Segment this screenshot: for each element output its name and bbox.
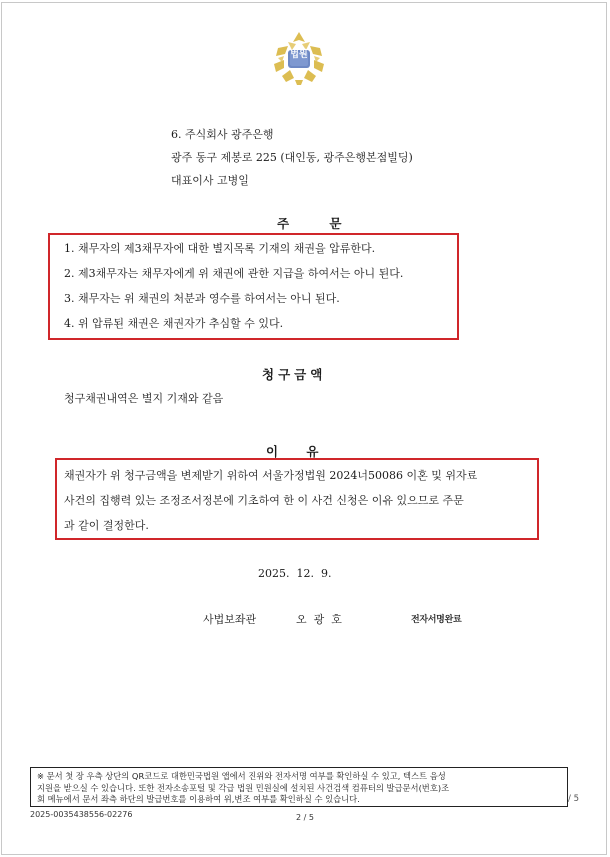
order-item-1: 1. 채무자의 제3채무자에 대한 별지목록 기재의 채권을 압류한다. <box>64 242 376 255</box>
order-list <box>64 241 403 341</box>
order-item-3: 3. 채무자는 위 채권의 처분과 영수를 하여서는 아니 된다. <box>64 292 340 305</box>
order-item-4: 4. 위 압류된 채권은 채권자가 추심할 수 있다. <box>64 317 284 330</box>
reason-line-2: 사건의 집행력 있는 조정조서정본에 기초하여 한 이 사건 신청은 이유 있으므로 주문 <box>64 494 464 507</box>
claim-title: 청구금액 <box>262 367 327 382</box>
order-item-2: 2. 제3채무자는 채무자에게 위 채권에 관한 지급을 하여서는 아니 된다. <box>64 267 404 280</box>
reason-line-3: 과 같이 결정한다. <box>64 519 149 532</box>
signer-role: 사법보좌관 <box>203 613 257 626</box>
page-number: 2 / 5 <box>296 813 314 822</box>
notice-line-1: ※ 문서 첫 장 우측 상단의 QR코드로 대한민국법원 앱에서 진위와 전자서명 여부를 확인하실 수 있고, 텍스트 음성 <box>37 771 446 781</box>
emblem-text: 법원 <box>290 50 308 60</box>
reason-line-1: 채권자가 위 청구금액을 변제받기 위하여 서울가정법원 2024너50086 이혼 및 위자료 <box>64 469 478 482</box>
recipient-name: 6. 주식회사 광주은행 <box>171 128 274 141</box>
electronic-signature-seal: 전자서명완료 <box>411 615 462 625</box>
decision-date: 2025. 12. 9. <box>258 567 332 580</box>
page-marker: / 5 <box>568 794 579 804</box>
verification-notice <box>30 767 568 807</box>
recipient-representative: 대표이사 고병일 <box>171 174 249 187</box>
order-title: 주 문 <box>277 216 360 231</box>
notice-line-3: 회 메뉴에서 문서 좌측 하단의 발급번호를 이용하여 위,변조 여부를 확인하실 수 있습니다. <box>37 794 360 804</box>
claim-text: 청구채권내역은 별지 기재와 같음 <box>64 392 224 405</box>
notice-line-2: 지원을 받으실 수 있습니다. 또한 전자소송포털 및 각급 법원 민원실에 설치된 사건검색 컴퓨터의 발급문서(번호)조 <box>37 782 450 793</box>
reason-title: 이 유 <box>266 444 331 459</box>
signer-name: 오 광 호 <box>296 613 342 626</box>
recipient-address: 광주 동구 제봉로 225 (대인동, 광주은행본점빌딩) <box>171 151 413 164</box>
document-number: 2025-0035438556-02276 <box>30 810 133 819</box>
page-border <box>1 2 607 855</box>
